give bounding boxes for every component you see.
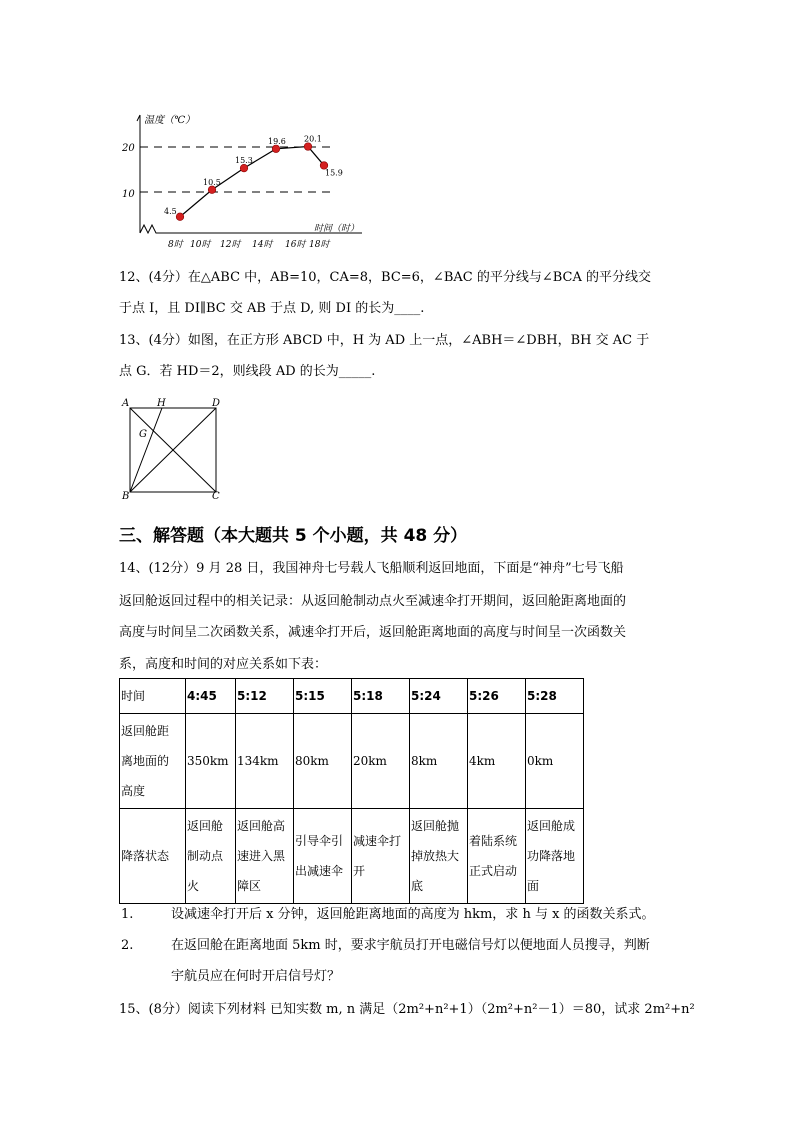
cell-line: 掉放热大 (411, 849, 460, 863)
square-figure (118, 394, 228, 502)
table-cell: 8km (410, 714, 468, 809)
label-c: C (212, 491, 220, 502)
cell-line: 引导伞引 (295, 834, 344, 848)
label-a: A (122, 398, 130, 409)
q14-line4: 系，高度和时间的对应关系如下表： (119, 657, 328, 672)
table-cell: 5:18 (352, 679, 410, 714)
table-cell (526, 809, 584, 904)
data-point (176, 213, 184, 221)
xtick-8: 8时 (168, 240, 183, 250)
data-label: 15.3 (235, 156, 253, 166)
q12-line2: 于点 I，且 DI∥BC 交 AB 于点 D, 则 DI 的长为____. (119, 301, 425, 316)
table-cell: 5:26 (468, 679, 526, 714)
cell-line: 火 (187, 879, 200, 893)
table-cell: 5:15 (294, 679, 352, 714)
data-point (208, 186, 216, 194)
table-cell (120, 714, 186, 809)
table-cell (186, 809, 236, 904)
table-cell: 5:28 (526, 679, 584, 714)
cell-line: 障区 (237, 879, 262, 893)
chart-ylabel: 温度（℃） (144, 115, 196, 126)
q12-line1: 12、(4分）在△ABC 中，AB=10，CA=8，BC=6，∠BAC 的平分线与∠BCA 的平分线交 (119, 270, 651, 285)
cell-line: 面 (527, 879, 540, 893)
table-cell (294, 809, 352, 904)
q14-line1: 14、(12分）9 月 28 日，我国神舟七号载人飞船顺利返回地面，下面是“神舟”七号飞船 (119, 561, 624, 576)
q14-item1-number: 1. (121, 907, 134, 922)
cell-line: 减速伞打 (353, 834, 402, 848)
cell-line: 开 (353, 864, 366, 878)
table-cell: 4km (468, 714, 526, 809)
ytick-20: 20 (122, 143, 135, 154)
cell-line: 速进入黑 (237, 849, 286, 863)
table-cell: 0km (526, 714, 584, 809)
label-h: H (157, 398, 166, 409)
table-cell: 时间 (120, 679, 186, 714)
table-cell: 5:24 (410, 679, 468, 714)
table-row-time (120, 679, 584, 714)
cell-line: 高度 (121, 784, 146, 798)
q14-item2-text-a: 在返回舱在距离地面 5km 时，要求宇航员打开电磁信号灯以便地面人员搜寻，判断 (171, 938, 650, 953)
cell-line: 着陆系统 (469, 834, 518, 848)
q14-line2: 返回舱返回过程中的相关记录：从返回舱制动点火至减速伞打开期间，返回舱距离地面的 (119, 594, 627, 609)
table-cell: 350km (186, 714, 236, 809)
data-point (304, 143, 312, 151)
xtick-16: 16时 (285, 240, 306, 250)
label-g: G (139, 429, 147, 440)
data-point (272, 145, 280, 153)
data-label: 15.9 (325, 168, 343, 178)
data-label: 4.5 (164, 206, 177, 216)
data-label: 10.5 (203, 177, 221, 187)
xtick-12: 12时 (220, 240, 241, 250)
q15-line1: 15、(8分）阅读下列材料 已知实数 m, n 满足（2m²+n²+1）（2m²+n²－1）＝80，试求 2m²+n² (119, 1002, 695, 1017)
cell-line: 返回舱距 (121, 724, 170, 738)
table-cell: 降落状态 (120, 809, 186, 904)
label-b: B (122, 491, 130, 502)
table-cell: 134km (236, 714, 294, 809)
table-cell: 80km (294, 714, 352, 809)
cell-line: 返回舱抛 (411, 819, 460, 833)
table-cell (410, 809, 468, 904)
data-point (240, 164, 248, 172)
q14-item2-text-b: 宇航员应在何时开启信号灯？ (171, 969, 341, 984)
table-row-state (120, 809, 584, 904)
cell-line: 功降落地 (527, 849, 576, 863)
cell-line: 返回舱成 (527, 819, 576, 833)
data-label: 20.1 (304, 134, 322, 144)
xtick-18: 18时 (309, 240, 330, 250)
cell-line: 正式启动 (469, 864, 518, 878)
xtick-14: 14时 (252, 240, 273, 250)
xtick-10: 10时 (190, 240, 211, 250)
table-cell: 5:12 (236, 679, 294, 714)
table-cell: 4:45 (186, 679, 236, 714)
cell-line: 返回舱 (187, 819, 224, 833)
section-3-title: 三、解答题（本大题共 5 个小题，共 48 分） (119, 526, 468, 546)
segment-bh (130, 408, 162, 492)
data-label: 19.6 (268, 136, 286, 146)
cell-line: 底 (411, 879, 424, 893)
table-row-height (120, 714, 584, 809)
q13-line2: 点 G．若 HD＝2，则线段 AD 的长为_____. (119, 364, 376, 379)
cell-line: 出减速伞 (295, 864, 344, 878)
q14-item1-text: 设减速伞打开后 x 分钟，返回舱距离地面的高度为 hkm，求 h 与 x 的函数关系式。 (171, 907, 655, 922)
cell-line: 离地面的 (121, 754, 170, 768)
table-cell (468, 809, 526, 904)
landing-table (119, 678, 584, 904)
cell-line: 返回舱高 (237, 819, 286, 833)
table-cell: 20km (352, 714, 410, 809)
ytick-10: 10 (122, 189, 135, 200)
temperature-chart (110, 105, 380, 255)
q14-item2-number: 2. (121, 938, 134, 953)
q14-line3: 高度与时间呈二次函数关系，减速伞打开后，返回舱距离地面的高度与时间呈一次函数关 (119, 625, 627, 640)
cell-line: 制动点 (187, 849, 224, 863)
table-cell (352, 809, 410, 904)
q13-line1: 13、(4分）如图，在正方形 ABCD 中，H 为 AD 上一点，∠ABH＝∠DBH，BH 交 AC 于 (119, 333, 650, 348)
label-d: D (212, 398, 221, 409)
chart-xlabel: 时间（时） (314, 224, 360, 234)
table-cell (236, 809, 294, 904)
